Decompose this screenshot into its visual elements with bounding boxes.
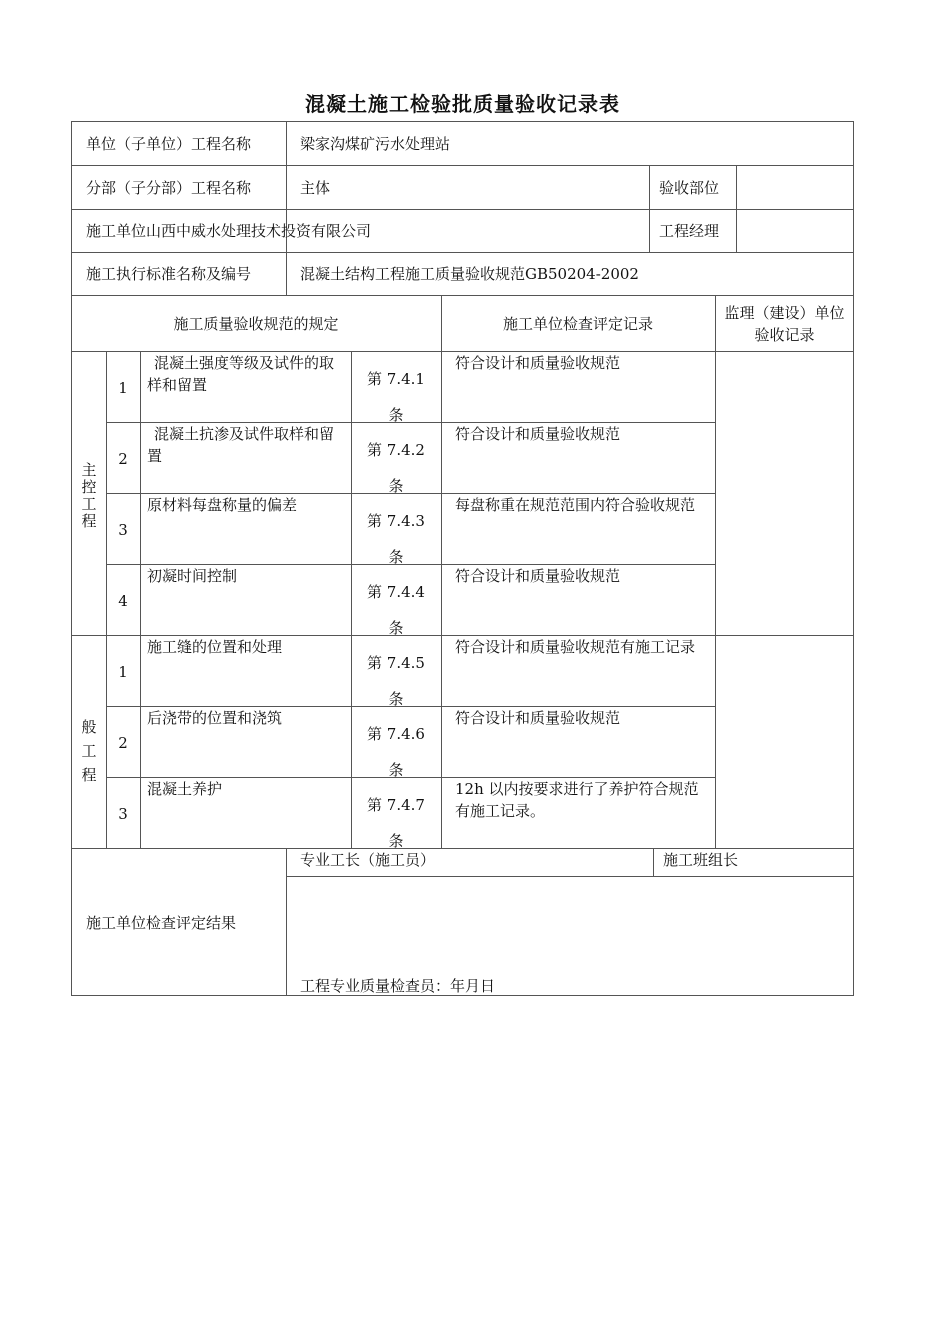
item-text: 混凝土养护 — [147, 780, 223, 798]
foreman-label: 专业工长（施工员） — [300, 851, 436, 869]
main-control-group-label: 主 控 工 程 — [81, 461, 97, 530]
team-leader-label: 施工班组长 — [663, 851, 739, 869]
project-manager-label: 工程经理 — [659, 222, 720, 240]
clause-number: 第 7.4.6 — [367, 725, 425, 743]
clause-suffix: 条 — [388, 832, 404, 850]
clause-number: 第 7.4.2 — [367, 441, 425, 459]
item-text: 混凝土强度等级及试件的取样和留置 — [147, 354, 335, 394]
standard-value: 混凝土结构工程施工质量验收规范GB50204-2002 — [300, 265, 639, 283]
part-name-value: 主体 — [300, 179, 331, 197]
clause-suffix: 条 — [388, 406, 404, 424]
row-number: 3 — [118, 805, 128, 823]
row-number: 4 — [118, 592, 128, 610]
item-text: 混凝土抗渗及试件取样和留置 — [147, 425, 335, 465]
clause-number: 第 7.4.7 — [367, 796, 425, 814]
item-text: 施工缝的位置和处理 — [147, 638, 283, 656]
clause-suffix: 条 — [388, 548, 404, 566]
clause-suffix: 条 — [388, 619, 404, 637]
column-header-record: 施工单位检查评定记录 — [502, 315, 653, 333]
item-text: 后浇带的位置和浇筑 — [147, 709, 283, 727]
clause-number: 第 7.4.1 — [367, 370, 425, 388]
row-number: 2 — [118, 734, 128, 752]
part-name-label: 分部（子分部）工程名称 — [86, 179, 252, 197]
record-text: 符合设计和质量验收规范 — [455, 709, 621, 727]
record-text: 符合设计和质量验收规范 — [455, 425, 621, 443]
clause-number: 第 7.4.4 — [367, 583, 425, 601]
quality-inspector-text: 工程专业质量检查员：年月日 — [300, 977, 496, 995]
row-number: 2 — [118, 450, 128, 468]
row-number: 3 — [118, 521, 128, 539]
record-text: 符合设计和质量验收规范 — [455, 567, 621, 585]
standard-label: 施工执行标准名称及编号 — [86, 265, 252, 283]
page-title: 混凝土施工检验批质量验收记录表 — [305, 92, 620, 116]
record-text: 每盘称重在规范范围内符合验收规范 — [455, 496, 696, 514]
unit-name-label: 单位（子单位）工程名称 — [86, 135, 252, 153]
column-header-supervisor: 监理（建设）单位验收记录 — [724, 304, 845, 344]
clause-suffix: 条 — [388, 477, 404, 495]
evaluation-result-label: 施工单位检查评定结果 — [86, 914, 237, 932]
clause-suffix: 条 — [388, 690, 404, 708]
record-text: 符合设计和质量验收规范 — [455, 354, 621, 372]
construction-unit-text: 施工单位山西中威水处理技术投资有限公司 — [86, 222, 372, 240]
row-number: 1 — [118, 379, 128, 397]
clause-suffix: 条 — [388, 761, 404, 779]
general-group-label: 般 工 程 — [81, 718, 97, 784]
item-text: 原材料每盘称量的偏差 — [147, 496, 298, 514]
clause-number: 第 7.4.3 — [367, 512, 425, 530]
column-header-spec: 施工质量验收规范的规定 — [173, 315, 339, 333]
clause-number: 第 7.4.5 — [367, 654, 425, 672]
record-text: 符合设计和质量验收规范有施工记录 — [455, 638, 696, 656]
record-text: 12h 以内按要求进行了养护符合规范有施工记录。 — [455, 780, 699, 820]
item-text: 初凝时间控制 — [147, 567, 238, 585]
row-number: 1 — [118, 663, 128, 681]
acceptance-part-label: 验收部位 — [659, 179, 720, 197]
unit-name-value: 梁家沟煤矿污水处理站 — [300, 135, 451, 153]
